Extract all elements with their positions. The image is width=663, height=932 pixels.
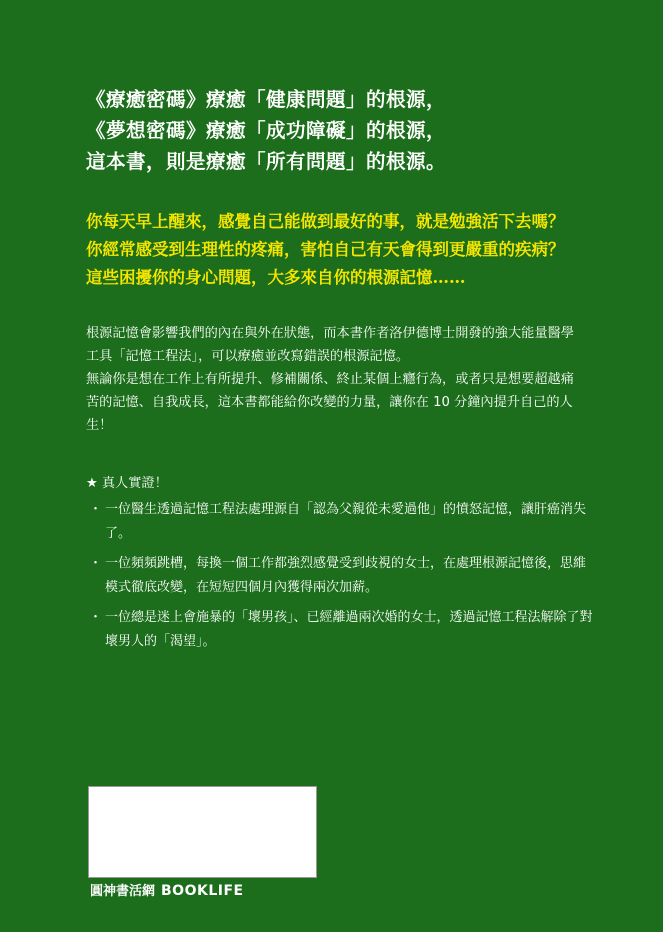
- publisher-logo: [90, 880, 244, 899]
- testimonials-heading: [86, 474, 168, 494]
- question-line-3: 這些困擾你的身心問題，大多來自你的根源記憶……: [86, 268, 466, 287]
- star-icon: ★: [86, 476, 98, 491]
- headline-line-2: 《夢想密碼》療癒「成功障礙」的根源，: [86, 119, 447, 142]
- list-item: [86, 606, 596, 654]
- bullet-icon: ・: [89, 556, 103, 571]
- testimonials-list: [86, 498, 596, 660]
- testimonial-text: 一位頻頻跳槽，每換一個工作都強烈感覺受到歧視的女士，在處理根源記憶後，思維模式徹底改變，在短短四個月內獲得兩次加薪。: [105, 556, 587, 595]
- question-block: [86, 208, 646, 292]
- barcode-area: [88, 786, 317, 878]
- description-paragraph-1: 根源記憶會影響我們的內在與外在狀態，而本書作者洛伊德博士開發的強大能量醫學工具「記憶工程法」，可以療癒並改寫錯誤的根源記憶。: [86, 326, 574, 364]
- brand-logo: BOOKLIFE: [161, 883, 244, 899]
- headline: [86, 84, 626, 177]
- description: [86, 322, 586, 437]
- list-item: [86, 552, 596, 600]
- publisher-name: 圓神書活網: [90, 884, 156, 899]
- headline-line-3: 這本書，則是療癒「所有問題」的根源。: [86, 150, 447, 173]
- testimonials-title: 真人實證！: [101, 476, 168, 491]
- question-line-1: 你每天早上醒來，感覺自己能做到最好的事，就是勉強活下去嗎？: [86, 212, 565, 231]
- list-item: [86, 498, 596, 546]
- testimonial-text: 一位醫生透過記憶工程法處理源自「認為父親從未愛過他」的憤怒記憶，讓肝癌消失了。: [105, 502, 587, 541]
- description-paragraph-2: 無論你是想在工作上有所提升、修補關係、終止某個上癮行為，或者只是想要超越痛苦的記憶、自我成長，這本書都能給你改變的力量，讓你在 10 分鐘內提升自己的人生！: [86, 372, 574, 433]
- testimonial-text: 一位總是迷上會施暴的「壞男孩」、已經離過兩次婚的女士，透過記憶工程法解除了對壞男人的「渴望」。: [105, 610, 593, 649]
- bullet-icon: ・: [89, 502, 103, 517]
- question-line-2: 你經常感受到生理性的疼痛，害怕自己有天會得到更嚴重的疾病？: [86, 240, 565, 259]
- headline-line-1: 《療癒密碼》療癒「健康問題」的根源，: [86, 88, 447, 111]
- bullet-icon: ・: [89, 610, 103, 625]
